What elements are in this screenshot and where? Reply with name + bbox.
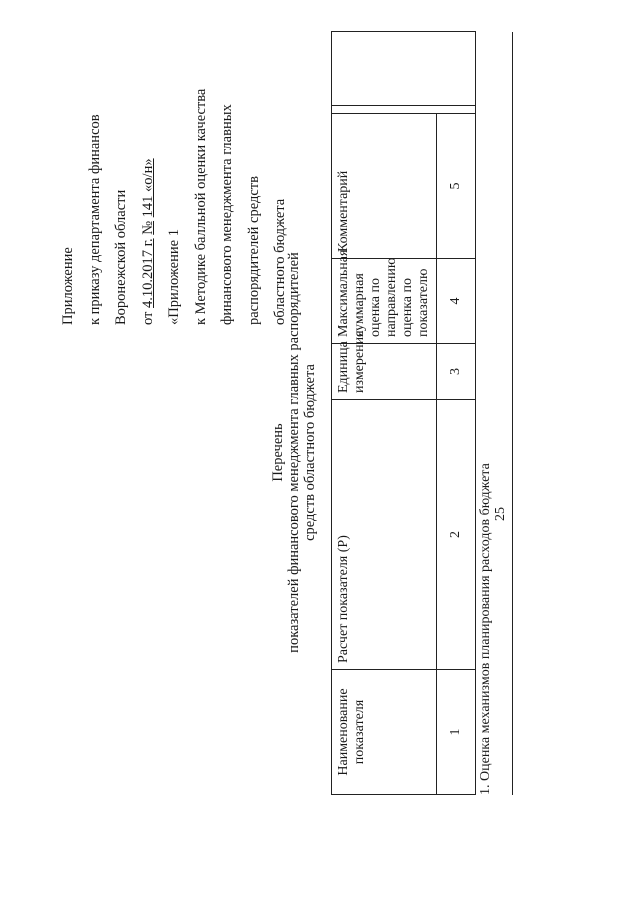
col-number-3: 3 — [437, 344, 476, 400]
bottom-rule — [512, 32, 513, 795]
heading-title: Перечень — [270, 423, 286, 482]
methodology-reference-3: распорядителей средств — [245, 176, 262, 325]
appendix-1-label: «Приложение 1 — [166, 229, 182, 325]
col-number-1: 1 — [437, 670, 476, 795]
date-prefix: от — [139, 311, 156, 325]
col-header-indicator-name: Наименование показателя — [332, 670, 437, 795]
appendix-title: Приложение — [60, 247, 76, 325]
order-date: 4.10.2017 г. — [139, 238, 156, 308]
document-heading — [270, 0, 318, 905]
order-date-number — [135, 0, 162, 325]
methodology-reference-4: областного бюджета — [272, 198, 288, 325]
section-max-score: 25 — [493, 507, 508, 521]
table-header-row — [332, 32, 437, 795]
header-blank-cell — [332, 32, 476, 106]
heading-subtitle-2: средств областного бюджета — [302, 364, 318, 541]
heading-subtitle-1: показателей финансового менеджмента главных распорядителей — [286, 252, 302, 653]
indicators-table — [331, 31, 476, 795]
approval-stamp-block — [55, 0, 294, 325]
number-sign: № — [139, 220, 156, 235]
col-number-2: 2 — [437, 400, 476, 670]
methodology-reference: к Методике балльной оценки качества — [192, 88, 209, 325]
methodology-reference-2: финансового менеджмента главных — [219, 104, 235, 325]
col-header-calculation: Расчет показателя (P) — [332, 400, 437, 670]
order-reference: к приказу департамента финансов — [86, 114, 103, 325]
col-header-unit: Единица измерения — [332, 344, 437, 400]
col-number-4: 4 — [437, 259, 476, 344]
col-header-comment: Комментарий — [332, 114, 437, 259]
column-number-row — [437, 32, 476, 795]
col-number-5: 5 — [437, 114, 476, 259]
section-label: 1. Оценка механизмов планирования расходов бюджета — [478, 463, 493, 795]
region-name: Воронежской области — [113, 189, 129, 325]
header-separator — [332, 106, 476, 114]
col-header-max-score: Максимальная суммарная оценка по направлению оценка по показателю — [332, 259, 437, 344]
order-number: 141 «о/н» — [139, 158, 156, 218]
